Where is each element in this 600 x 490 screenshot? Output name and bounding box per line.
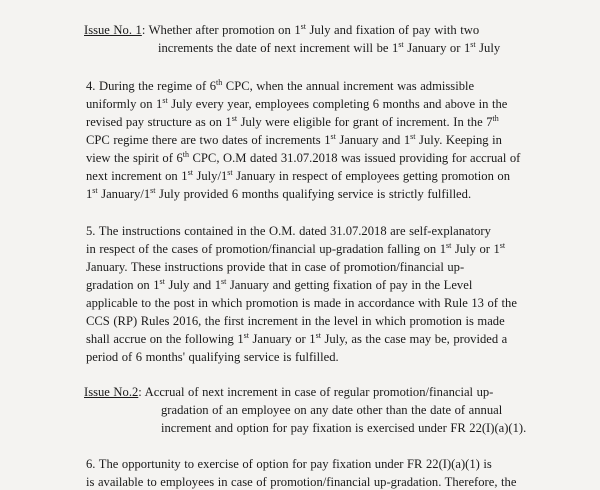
issue-1-heading [84, 22, 479, 38]
para-5-line: January. These instructions provide that in case of promotion/financial up- [86, 260, 465, 274]
para-5-line: CCS (RP) Rules 2016, the first increment in the level in which promotion is made [86, 314, 505, 328]
issue-1-label: Issue No. 1 [84, 23, 142, 37]
para-6-line: is available to employees in case of promotion/financial up-gradation. Therefore, the [86, 475, 517, 489]
issue-2-text-line-3: increment and option for pay fixation is exercised under FR 22(I)(a)(1). [161, 421, 527, 435]
issue-1-text-line-2: increments the date of next increment will be 1st January or 1st July [158, 39, 501, 55]
para-4-line: 1st January/1st July provided 6 months qualifying service is strictly fulfilled. [86, 185, 472, 201]
para-4-line: view the spirit of 6th CPC, O.M dated 31.07.2018 was issued providing for accrual of [86, 149, 521, 165]
issue-2-text-line-2: gradation of an employee on any date other than the date of annual [161, 403, 503, 417]
para-4-line: uniformly on 1st July every year, employees completing 6 months and above in the [86, 95, 508, 111]
issue-2-text-line-1: : Accrual of next increment in case of regular promotion/financial up- [138, 385, 494, 399]
para-5-line: in respect of the cases of promotion/financial up-gradation falling on 1st July or 1st [86, 240, 506, 256]
para-5-line: applicable to the post in which promotion is made in accordance with Rule 13 of the [86, 296, 517, 310]
issue-2-label: Issue No.2 [84, 385, 139, 399]
para-4-line: next increment on 1st July/1st January in respect of employees getting promotion on [86, 167, 511, 183]
para-4-line: 4. During the regime of 6th CPC, when the annual increment was admissible [86, 77, 475, 93]
para-4-line: CPC regime there are two dates of increments 1st January and 1st July. Keeping in [86, 131, 502, 147]
para-5-line: gradation on 1st July and 1st January and getting fixation of pay in the Level [86, 276, 473, 292]
para-6-line: 6. The opportunity to exercise of option for pay fixation under FR 22(I)(a)(1) is [86, 457, 492, 471]
para-5-line: shall accrue on the following 1st January or 1st July, as the case may be, provided a [86, 330, 508, 346]
para-4-line: revised pay structure as on 1st July were eligible for grant of increment. In the 7th [86, 113, 499, 129]
para-5-line: 5. The instructions contained in the O.M. dated 31.07.2018 are self-explanatory [86, 224, 491, 238]
issue-2-heading [84, 384, 493, 400]
para-5-line: period of 6 months' qualifying service is fulfilled. [86, 350, 339, 364]
issue-1-text-line-1: : Whether after promotion on 1st July and fixation of pay with two [141, 21, 480, 37]
